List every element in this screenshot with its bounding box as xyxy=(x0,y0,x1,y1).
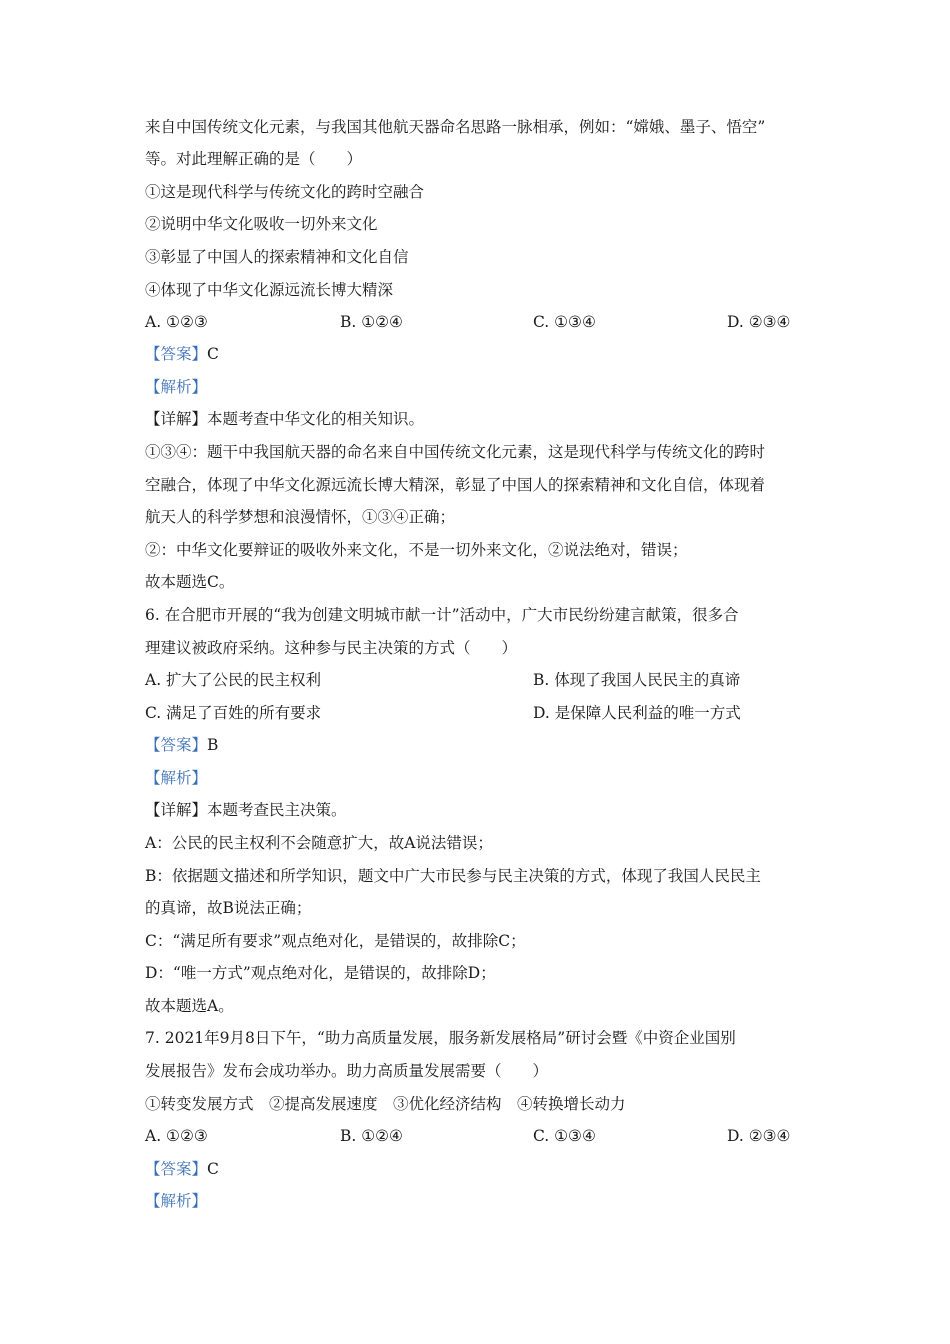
q7-option-c: C. ①③④ xyxy=(533,1127,596,1145)
q6-explain-line-3: 的真谛，故B说法正确； xyxy=(145,899,312,917)
q5-explain-line-1: ①③④：题干中我国航天器的命名来自中国传统文化元素，这是现代科学与传统文化的跨时 xyxy=(145,443,766,461)
q7-answer xyxy=(145,1158,219,1180)
q5-analysis xyxy=(145,376,207,398)
q7-analysis xyxy=(145,1190,207,1212)
q5-item-2: ②说明中华文化吸收一切外来文化 xyxy=(145,215,378,233)
q5-item-3: ③彰显了中国人的探索精神和文化自信 xyxy=(145,248,409,266)
q6-option-d: D. 是保障人民利益的唯一方式 xyxy=(533,704,741,722)
analysis-tag: 【解析】 xyxy=(145,378,208,396)
answer-tag: 【答案】 xyxy=(145,736,208,754)
q6-option-c: C. 满足了百姓的所有要求 xyxy=(145,704,322,722)
q5-explain-line-3: 航天人的科学梦想和浪漫情怀，①③④正确； xyxy=(145,508,456,526)
analysis-tag: 【解析】 xyxy=(145,1192,208,1210)
q6-option-b: B. 体现了我国人民民主的真谛 xyxy=(533,671,741,689)
q5-explain-line-4: ②：中华文化要辩证的吸收外来文化，不是一切外来文化，②说法绝对，错误； xyxy=(145,541,688,559)
q7-option-d: D. ②③④ xyxy=(727,1127,791,1145)
detail-text: 本题考查民主决策。 xyxy=(207,801,347,819)
q6-detail xyxy=(145,799,347,821)
q7-option-b: B. ①②④ xyxy=(340,1127,403,1145)
q5-item-4: ④体现了中华文化源远流长博大精深 xyxy=(145,281,394,299)
q5-answer xyxy=(145,343,219,365)
q5-stem-line-1: 来自中国传统文化元素，与我国其他航天器命名思路一脉相承，例如：“嫦娥、墨子、悟空” xyxy=(145,118,766,136)
q5-item-1: ①这是现代科学与传统文化的跨时空融合 xyxy=(145,183,425,201)
q6-explain-line-5: D：“唯一方式”观点绝对化，是错误的，故排除D； xyxy=(145,964,496,982)
q5-stem-line-2: 等。对此理解正确的是（ ） xyxy=(145,150,363,168)
q6-explain-line-4: C：“满足所有要求”观点绝对化，是错误的，故排除C； xyxy=(145,932,526,950)
answer-value: C xyxy=(207,345,219,363)
q6-explain-line-1: A：公民的民主权利不会随意扩大，故A说法错误； xyxy=(145,834,493,852)
q6-stem-line-1: 6. 在合肥市开展的“我为创建文明城市献一计”活动中，广大市民纷纷建言献策，很多合 xyxy=(145,606,739,624)
q6-option-a: A. 扩大了公民的民主权利 xyxy=(145,671,322,689)
q6-answer xyxy=(145,734,218,756)
analysis-tag: 【解析】 xyxy=(145,769,208,787)
detail-text: 本题考查中华文化的相关知识。 xyxy=(207,410,425,428)
q7-items: ①转变发展方式 ②提高发展速度 ③优化经济结构 ④转换增长动力 xyxy=(145,1095,626,1113)
detail-tag: 【详解】 xyxy=(145,801,208,819)
q5-detail xyxy=(145,408,424,430)
q6-explain-line-2: B：依据题文描述和所学知识，题文中广大市民参与民主决策的方式，体现了我国人民民主 xyxy=(145,867,761,885)
q7-option-a: A. ①②③ xyxy=(145,1127,208,1145)
q5-option-d: D. ②③④ xyxy=(727,313,791,331)
q7-stem-line-1: 7. 2021年9月8日下午，“助力高质量发展，服务新发展格局”研讨会暨《中资企业国别 xyxy=(145,1029,736,1047)
q5-option-a: A. ①②③ xyxy=(145,313,208,331)
q5-option-c: C. ①③④ xyxy=(533,313,596,331)
q6-analysis xyxy=(145,767,207,789)
q5-option-b: B. ①②④ xyxy=(340,313,403,331)
q6-stem-line-2: 理建议被政府采纳。这种参与民主决策的方式（ ） xyxy=(145,639,518,657)
q5-explain-line-2: 空融合，体现了中华文化源远流长博大精深，彰显了中国人的探索精神和文化自信，体现着 xyxy=(145,476,766,494)
answer-tag: 【答案】 xyxy=(145,1160,208,1178)
q6-explain-line-6: 故本题选A。 xyxy=(145,997,234,1015)
detail-tag: 【详解】 xyxy=(145,410,208,428)
q7-stem-line-2: 发展报告》发布会成功举办。助力高质量发展需要（ ） xyxy=(145,1062,549,1080)
answer-value: C xyxy=(207,1160,219,1178)
q5-explain-line-5: 故本题选C。 xyxy=(145,573,235,591)
answer-tag: 【答案】 xyxy=(145,345,208,363)
answer-value: B xyxy=(207,736,219,754)
